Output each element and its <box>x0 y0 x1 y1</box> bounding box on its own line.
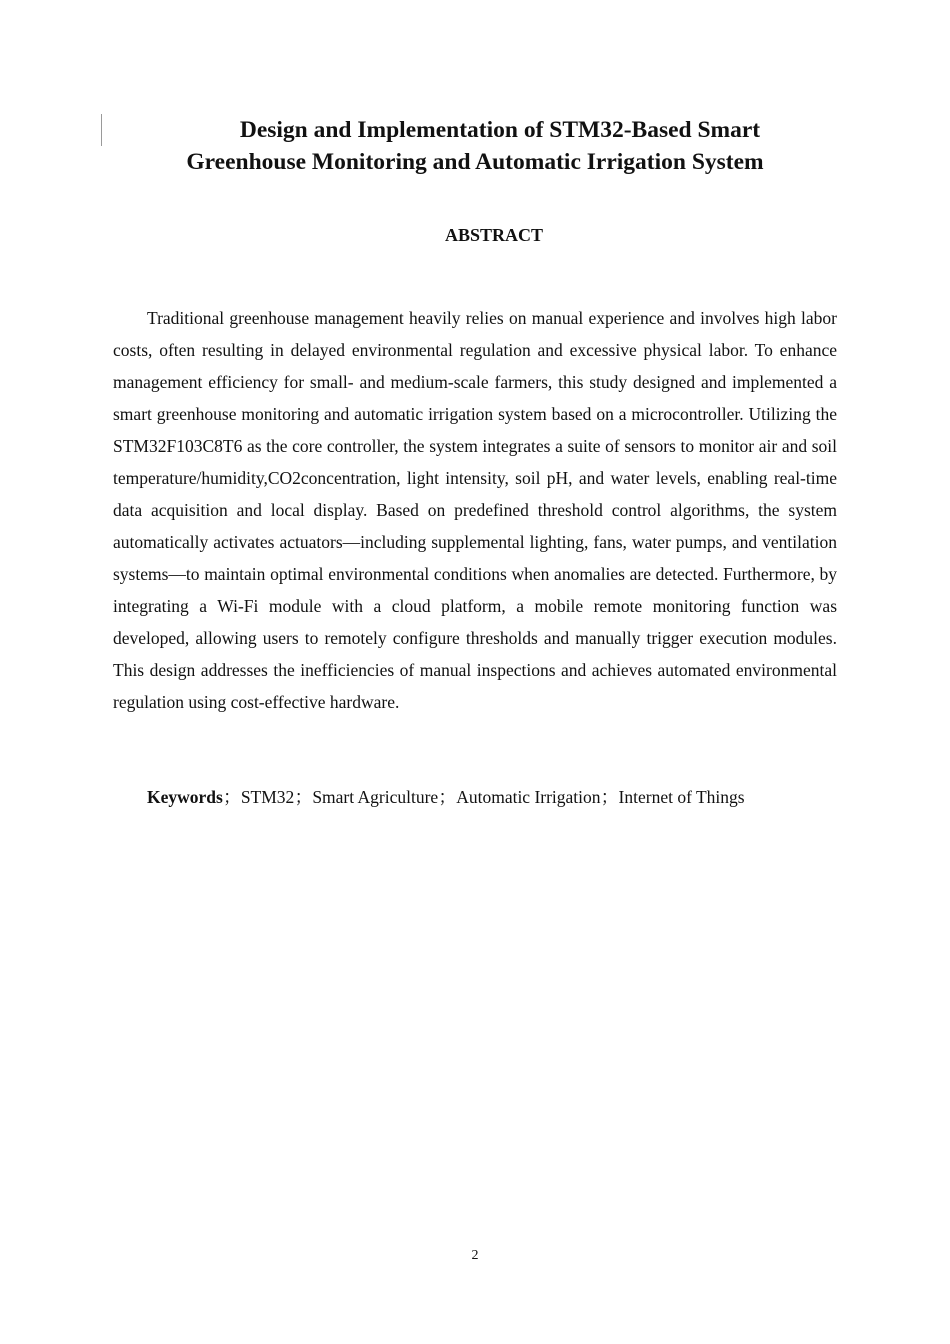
abstract-heading: ABSTRACT <box>444 225 544 245</box>
keywords-separator: ； <box>223 787 241 807</box>
keywords-separator: ； <box>438 787 456 807</box>
keywords-line <box>147 781 745 813</box>
paper-title-line-2: Greenhouse Monitoring and Automatic Irrigation System <box>186 149 764 175</box>
keywords-separator: ； <box>600 787 619 807</box>
paper-title-line-1: Design and Implementation of STM32-Based Smart <box>239 117 761 143</box>
keyword-item: Smart Agriculture <box>312 787 439 807</box>
abstract-body: Traditional greenhouse management heavily relies on manual experience and involves high labor costs, often resulting in delayed environmental regulation and excessive physical labor. To enhance management efficiency for small- and medium-scale farmers, this study designed and implemented a smart greenhouse monitoring and automatic irrigation system based on a microcontroller. Utilizing the STM32F103C8T6 as the core controller, the system integrates a suite of sensors to monitor air and soil temperature/humidity,CO2concentration, light intensity, soil pH, and water levels, enabling real-time data acquisition and local display. Based on predefined threshold control algorithms, the system automatically activates actuators—including supplemental lighting, fans, water pumps, and ventilation systems—to maintain optimal environmental conditions when anomalies are detected. Furthermore, by integrating a Wi-Fi module with a cloud platform, a mobile remote monitoring function was developed, allowing users to remotely configure thresholds and manually trigger execution modules. This design addresses the inefficiencies of manual inspections and achieves automated environmental regulation using cost-effective hardware. <box>113 308 837 712</box>
keyword-item: STM32 <box>240 787 295 807</box>
keywords-label: Keywords <box>147 787 223 807</box>
keywords-separator: ； <box>294 787 313 807</box>
paper-title <box>100 114 850 178</box>
keyword-item: Automatic Irrigation <box>456 787 601 807</box>
keyword-item: Internet of Things <box>618 787 745 807</box>
page-number: 2 <box>471 1248 479 1263</box>
